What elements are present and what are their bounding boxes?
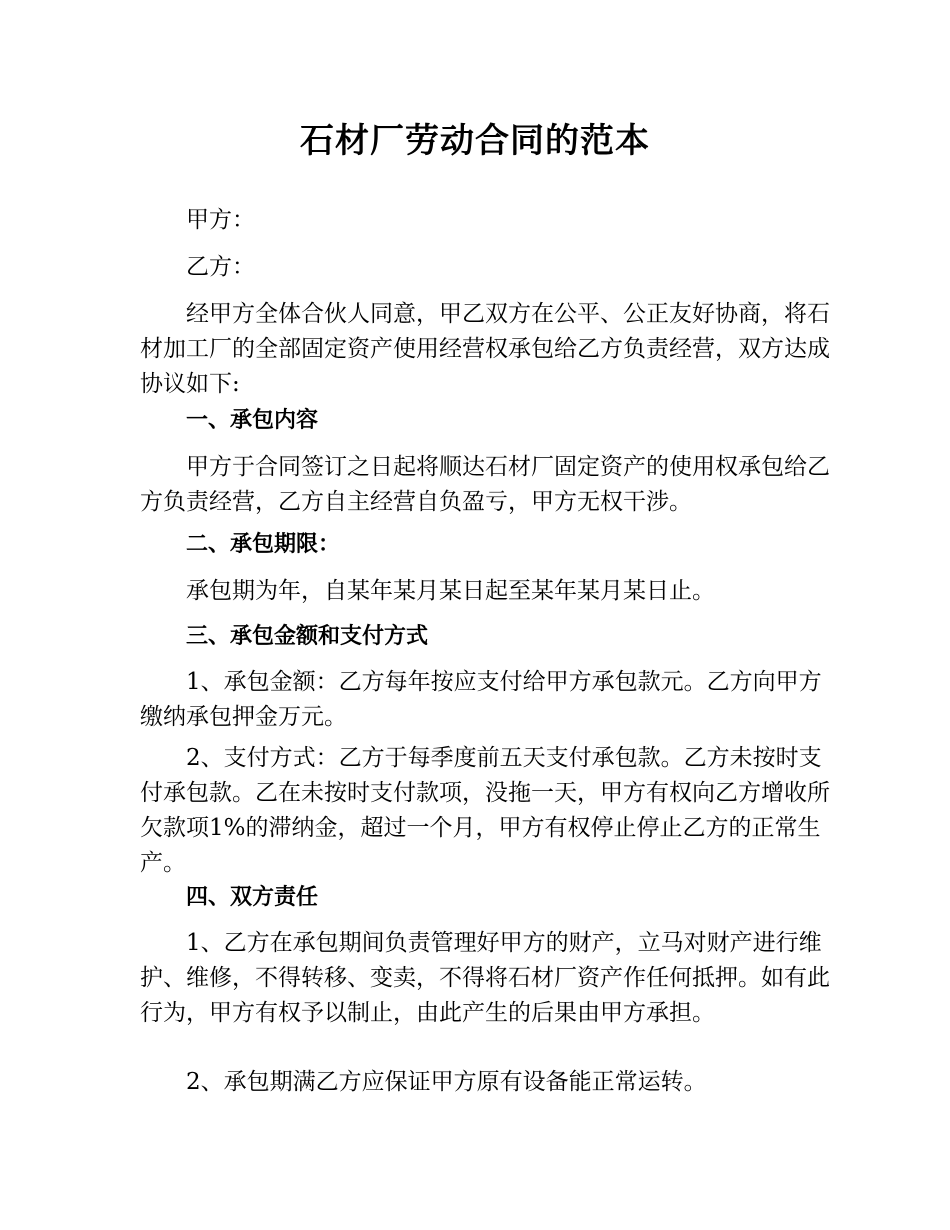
section-2-paragraph-1: 承包期为年，自某年某月某日起至某年某月某日止。 <box>186 578 715 604</box>
party-b-line: 乙方： <box>186 254 255 280</box>
section-3-paragraph-2: 2、支付方式：乙方于每季度前五天支付承包款。乙方未按时支付承包款。乙在未按时支付款项，没拖一天，甲方有权向乙方增收所欠款项1%的滞纳金，超过一个月，甲方有权停止停止乙方的正常生产。 <box>140 745 830 876</box>
section-4-heading: 四、双方责任 <box>186 885 319 910</box>
document-title: 石材厂劳动合同的范本 <box>300 121 650 161</box>
section-4-paragraph-2: 2、承包期满乙方应保证甲方原有设备能正常运转。 <box>186 1069 707 1095</box>
party-a-line: 甲方： <box>186 207 255 233</box>
section-4-paragraph-1: 1、乙方在承包期间负责管理好甲方的财产，立马对财产进行维护、维修，不得转移、变卖，不得将石材厂资产作任何抵押。如有此行为，甲方有权予以制止，由此产生的后果由甲方承担。 <box>140 930 830 1026</box>
section-3-paragraph-1: 1、承包金额：乙方每年按应支付给甲方承包款元。乙方向甲方缴纳承包押金万元。 <box>140 669 822 730</box>
section-2-heading: 二、承包期限： <box>186 532 341 557</box>
section-3-heading: 三、承包金额和支付方式 <box>186 624 429 649</box>
section-1-heading: 一、承包内容 <box>186 408 319 433</box>
section-1-paragraph-1: 甲方于合同签订之日起将顺达石材厂固定资产的使用权承包给乙方负责经营，乙方自主经营自负盈亏，甲方无权干涉。 <box>140 454 830 515</box>
intro-paragraph: 经甲方全体合伙人同意，甲乙双方在公平、公正友好协商，将石材加工厂的全部固定资产使用经营权承包给乙方负责经营，双方达成协议如下: <box>140 301 830 397</box>
